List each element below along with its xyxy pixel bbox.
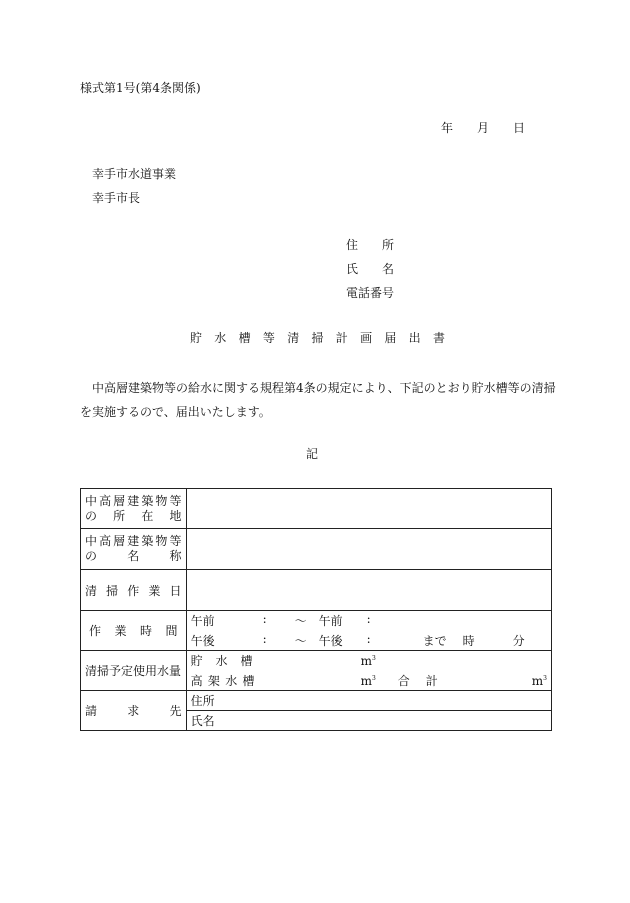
elevated-tank-unit: $m^3$ — [360, 673, 376, 688]
workday-label-text-char: 作 — [127, 583, 140, 598]
time2-colon2: : — [366, 631, 371, 646]
applicant-name-label: 氏 名 — [346, 262, 395, 276]
elevated-tank-label-char: 高 — [190, 673, 203, 688]
building-name-label — [81, 529, 187, 570]
total-label-char: 合 — [397, 673, 410, 688]
worktime-label-text-char: 時 — [140, 624, 153, 638]
time2-colon: : — [262, 631, 267, 646]
worktime-label-text-char: 間 — [165, 624, 178, 638]
time2-tilde: 〜 — [294, 633, 307, 648]
location-label-2 — [85, 509, 182, 524]
time2-ji: 時 — [462, 633, 475, 648]
body-line2: を実施するので、届出いたします。 — [80, 405, 271, 419]
document-title — [190, 331, 457, 345]
tank-label-char: 貯 — [190, 654, 203, 669]
building-name-label-1-char: 等 — [169, 534, 182, 548]
location-label-2-char: 所 — [113, 508, 126, 523]
workday-label-text — [85, 582, 182, 599]
building-name-label-1 — [85, 534, 182, 549]
time1-start: 午前 — [190, 614, 215, 629]
title-char: 届 — [384, 331, 397, 345]
time1-tilde: 〜 — [294, 614, 307, 629]
title-char: 掃 — [311, 331, 324, 345]
billing-label-text-char: 請 — [85, 704, 98, 718]
date-line — [441, 121, 525, 135]
time2-made: まで — [422, 633, 447, 648]
tank-unit: $m^3$ — [360, 654, 376, 669]
tank-label-char: 水 — [215, 654, 228, 669]
elevated-tank-label-char: 架 — [207, 673, 220, 688]
title-char: 水 — [214, 331, 227, 345]
water-row1[interactable] — [186, 651, 551, 671]
workday-label-text-char: 掃 — [106, 583, 119, 598]
title-char: 清 — [287, 331, 300, 345]
elevated-tank-label-char: 槽 — [242, 673, 255, 688]
location-value[interactable] — [186, 489, 551, 529]
location-label-1-char: 物 — [155, 493, 168, 508]
location-label-2-char: 地 — [169, 508, 182, 523]
workday-label-text-char: 日 — [169, 583, 182, 598]
addressee-line2: 幸手市長 — [92, 191, 141, 205]
row-name — [81, 529, 552, 570]
workday-label-text-char: 業 — [148, 583, 161, 598]
date-year: 年 — [441, 121, 454, 135]
location-label-2-char: 在 — [141, 508, 154, 523]
elevated-tank-label — [191, 672, 255, 689]
time1-end: 午前 — [318, 614, 343, 629]
addressee-line1: 幸手市水道事業 — [92, 167, 177, 181]
title-char: 書 — [432, 331, 445, 345]
row-billing-1 — [81, 691, 552, 711]
title-char: 貯 — [190, 331, 203, 345]
time1-colon2: : — [366, 612, 371, 627]
building-name-label-1-char: 高 — [99, 534, 112, 548]
worktime-label-text — [85, 622, 182, 639]
worktime-label — [81, 611, 187, 651]
building-name-value[interactable] — [186, 529, 551, 570]
applicant-phone-label: 電話番号 — [346, 286, 395, 300]
worktime-label-text-char: 業 — [114, 624, 127, 638]
ki-mark: 記 — [306, 447, 319, 461]
location-label-1-char: 建 — [127, 493, 140, 508]
time2-end: 午後 — [318, 633, 343, 648]
location-label — [81, 489, 187, 529]
worktime-row2[interactable] — [186, 631, 551, 651]
applicant-address-label: 住 所 — [346, 238, 395, 252]
total-label-char: 計 — [425, 673, 438, 688]
building-name-label-1-char: 中 — [85, 534, 98, 548]
water-label: 清掃予定使用水量 — [81, 651, 187, 691]
workday-label-text-char: 清 — [85, 583, 98, 598]
date-month: 月 — [477, 121, 490, 135]
row-location — [81, 489, 552, 529]
location-label-1 — [85, 494, 182, 509]
workday-label — [81, 570, 187, 611]
location-label-1-char: 築 — [141, 493, 154, 508]
location-label-1-char: 高 — [99, 493, 112, 508]
building-name-label-2 — [85, 549, 182, 564]
time2-fun: 分 — [512, 633, 525, 648]
tank-label — [191, 652, 253, 669]
date-day: 日 — [513, 121, 526, 135]
title-char: 画 — [360, 331, 373, 345]
billing-label — [81, 691, 187, 731]
total-unit: $m^3$ — [531, 673, 547, 688]
location-label-1-char: 層 — [113, 493, 126, 508]
water-row2[interactable] — [186, 671, 551, 691]
total-label — [398, 672, 438, 689]
billing-label-text-char: 求 — [127, 704, 140, 718]
title-char: 槽 — [238, 331, 251, 345]
billing-label-text — [85, 702, 182, 719]
body-text — [80, 376, 560, 424]
title-char: 出 — [408, 331, 421, 345]
building-name-label-1-char: 建 — [127, 534, 140, 548]
building-name-label-2-char: 称 — [169, 549, 182, 563]
billing-address[interactable]: 住所 — [186, 691, 551, 711]
location-label-2-char: の — [85, 508, 98, 523]
billing-name[interactable]: 氏名 — [186, 711, 551, 731]
notification-table — [80, 488, 552, 731]
worktime-label-text-char: 作 — [89, 624, 102, 638]
row-workday — [81, 570, 552, 611]
building-name-label-1-char: 層 — [113, 534, 126, 548]
location-label-1-char: 等 — [169, 493, 182, 508]
row-water-1 — [81, 651, 552, 671]
elevated-tank-label-char: 水 — [225, 673, 238, 688]
row-worktime-1 — [81, 611, 552, 631]
tank-label-char: 槽 — [240, 654, 253, 669]
billing-label-text-char: 先 — [169, 704, 182, 718]
building-name-label-2-char: 名 — [127, 549, 140, 563]
time2-start: 午後 — [190, 633, 215, 648]
building-name-label-1-char: 築 — [141, 534, 154, 548]
body-line1: 中高層建築物等の給水に関する規程第4条の規定により、下記のとおり貯水槽等の清掃 — [92, 381, 556, 395]
form-number: 様式第1号(第4条関係) — [80, 81, 201, 95]
title-char: 計 — [335, 331, 348, 345]
workday-value[interactable] — [186, 570, 551, 611]
worktime-row1[interactable] — [186, 611, 551, 631]
location-label-1-char: 中 — [85, 493, 98, 508]
building-name-label-2-char: の — [85, 549, 98, 563]
title-char: 等 — [262, 331, 275, 345]
building-name-label-1-char: 物 — [155, 534, 168, 548]
time1-colon: : — [262, 612, 267, 627]
